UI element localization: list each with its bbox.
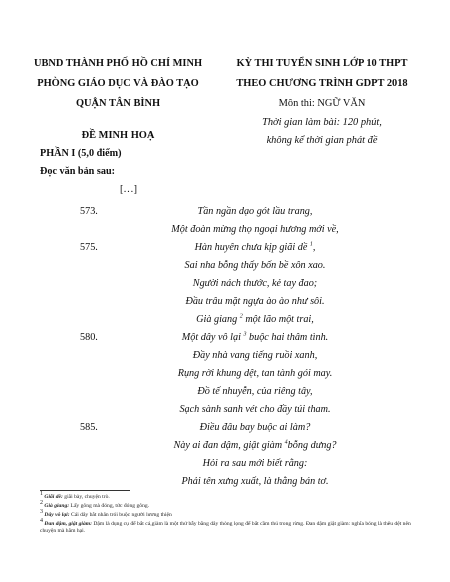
- verse-line: Sạch sành sanh vét cho đầy túi tham.: [179, 404, 331, 415]
- line-number: 580.: [80, 332, 98, 343]
- section-title: PHẦN I (5,0 điểm): [40, 148, 122, 159]
- reading-instruction: Đọc văn bản sau:: [40, 166, 116, 177]
- verse-line: Phải tên xưng xuất, là thằng bán tơ.: [181, 476, 329, 487]
- verse-line: Hàn huyên chưa kịp giãi dề $^1$,: [194, 241, 316, 253]
- line-number: 585.: [80, 422, 98, 433]
- line-number: 575.: [80, 242, 98, 253]
- district-line: QUẬN TÂN BÌNH: [75, 98, 161, 109]
- footnote: $^4$ Đan dậm, giật giàm: Dậm là dụng cụ để bắt cá,giàm là một thứ bẫy bằng dây thòng lọng để bắt cầm thú trong rừng. Đan dậm giật giàm: nghĩa bóng là thêu dệt nên chuyện mà hãm hại.: [40, 518, 411, 534]
- verse-line: Rụng rời khung dệt, tan tành gói may.: [177, 368, 333, 379]
- verse-line: Một đoàn mừng thọ ngoại hương mới về,: [171, 224, 339, 235]
- verse-line: Đầy nhà vang tiếng ruồi xanh,: [192, 350, 318, 361]
- subject-line: Môn thi: NGỮ VĂN: [278, 98, 366, 109]
- verse-line: Điều đâu bay buộc ai làm?: [199, 422, 311, 433]
- verse-line: Hỏi ra sau mới biết rằng:: [202, 458, 308, 469]
- footnote: $^3$ Dây vô lại: Cái dây bắt nhân trói buộc người lương thiện: [40, 509, 172, 518]
- time-line-2: không kể thời gian phát đề: [266, 135, 378, 146]
- time-line-1: Thời gian làm bài: 120 phút,: [262, 117, 382, 128]
- verse-line: Tần ngần dạo gót lầu trang,: [197, 206, 313, 217]
- line-number: 573.: [80, 206, 98, 217]
- verse-line: Già giang $^2$ một lão một trai,: [196, 313, 314, 325]
- verse-line: Đồ tế nhuyễn, của riêng tây,: [197, 386, 313, 397]
- verse-line: Sai nha bỗng thấy bốn bề xôn xao.: [184, 260, 326, 271]
- exam-title: KỲ THI TUYỂN SINH LỚP 10 THPT: [236, 58, 408, 69]
- footnote-divider: [40, 490, 130, 491]
- footnote-ref: 3: [243, 331, 247, 338]
- footnote: $^1$ Giãi dề: giãi bày, chuyện trò.: [40, 491, 110, 500]
- office-line: PHÒNG GIÁO DỤC VÀ ĐÀO TẠO: [37, 78, 199, 89]
- footnote-ref: 1: [309, 241, 313, 248]
- verse-line: Người nách thước, kẻ tay đao;: [192, 278, 318, 289]
- sample-exam-label: ĐỀ MINH HOẠ: [81, 130, 155, 141]
- verse-line: Một dây vô lại $^3$ buộc hai thâm tình.: [181, 331, 329, 343]
- verse-line: Đầu trâu mặt ngựa ào ào như sôi.: [185, 296, 325, 307]
- footnote-ref: 2: [239, 313, 243, 320]
- footnote: $^2$ Già giang: Lấy gông mà đóng, tức đóng gông.: [40, 500, 150, 509]
- verse-line: Này ai đan dậm, giật giàm $^4$bỗng dưng?: [173, 439, 337, 451]
- footnote-ref: 4: [284, 439, 288, 446]
- omission-mark: […]: [120, 184, 137, 195]
- program-title: THEO CHƯƠNG TRÌNH GDPT 2018: [236, 78, 408, 89]
- department-line: UBND THÀNH PHỐ HỒ CHÍ MINH: [33, 58, 203, 69]
